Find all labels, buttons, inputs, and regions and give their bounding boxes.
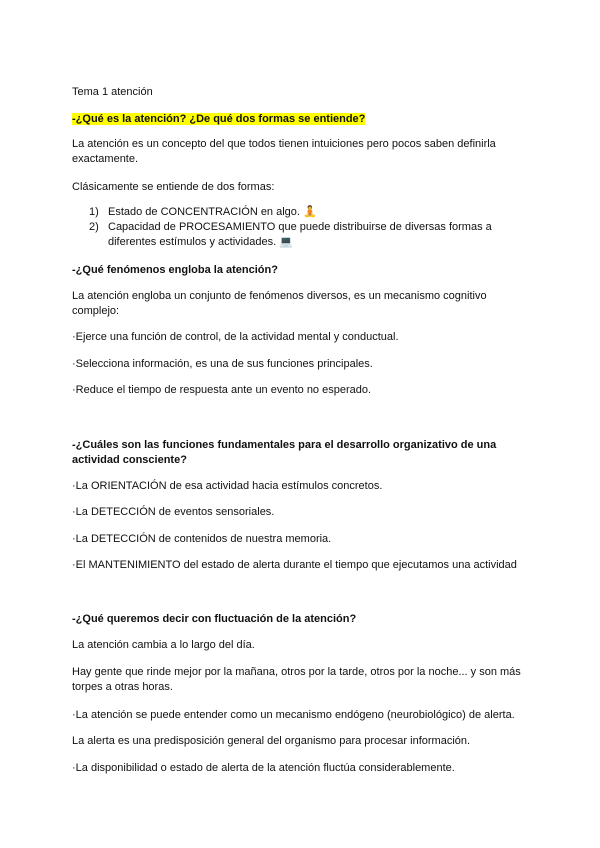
paragraph: La alerta es una predisposición general del organismo para procesar información. — [72, 735, 471, 747]
list-item-text: Estado de CONCENTRACIÓN en algo. — [108, 206, 300, 218]
paragraph: ·El MANTENIMIENTO del estado de alerta durante el tiempo que ejecutamos una actividad — [72, 559, 517, 571]
paragraph: La atención es un concepto del que todos tienen intuiciones pero pocos saben definirla exactamente. — [72, 138, 496, 165]
paragraph: ·La disponibilidad o estado de alerta de la atención fluctúa considerablemente. — [72, 762, 455, 774]
paragraph: La atención cambia a lo largo del día. — [72, 639, 255, 651]
paragraph: Clásicamente se entiende de dos formas: — [72, 181, 275, 193]
question-4-heading: -¿Qué queremos decir con fluctuación de la atención? — [72, 613, 357, 625]
meditation-emoji-icon: 🧘 — [302, 206, 317, 218]
list-item — [72, 205, 532, 220]
question-2-heading: -¿Qué fenómenos engloba la atención? — [72, 264, 278, 276]
paragraph: ·La ORIENTACIÓN de esa actividad hacia estímulos concretos. — [72, 480, 383, 492]
list-item-text: Capacidad de PROCESAMIENTO que puede distribuirse de diversas formas a diferentes estímulos y actividades. — [108, 221, 492, 248]
numbered-list — [72, 205, 532, 250]
paragraph: ·Reduce el tiempo de respuesta ante un evento no esperado. — [72, 384, 372, 396]
paragraph: ·Selecciona información, es una de sus funciones principales. — [72, 358, 373, 370]
laptop-emoji-icon: 💻 — [279, 236, 293, 248]
list-number: 1) — [89, 206, 99, 218]
paragraph: ·La DETECCIÓN de contenidos de nuestra memoria. — [72, 533, 332, 545]
question-3-heading: -¿Cuáles son las funciones fundamentales para el desarrollo organizativo de una actividad consciente? — [72, 439, 497, 466]
list-number: 2) — [89, 221, 99, 233]
paragraph: ·Ejerce una función de control, de la actividad mental y conductual. — [72, 331, 399, 343]
paragraph: ·La atención se puede entender como un mecanismo endógeno (neurobiológico) de alerta. — [72, 709, 515, 721]
list-item — [72, 220, 532, 250]
paragraph: Hay gente que rinde mejor por la mañana, otros por la tarde, otros por la noche... y son más torpes a otras horas. — [72, 666, 521, 693]
question-1-heading — [72, 112, 532, 127]
paragraph: ·La DETECCIÓN de eventos sensoriales. — [72, 506, 275, 518]
paragraph: La atención engloba un conjunto de fenómenos diversos, es un mecanismo cognitivo complejo: — [72, 290, 487, 317]
highlighted-heading-text: -¿Qué es la atención? ¿De qué dos formas se entiende? — [72, 113, 366, 125]
document-title: Tema 1 atención — [72, 86, 153, 98]
